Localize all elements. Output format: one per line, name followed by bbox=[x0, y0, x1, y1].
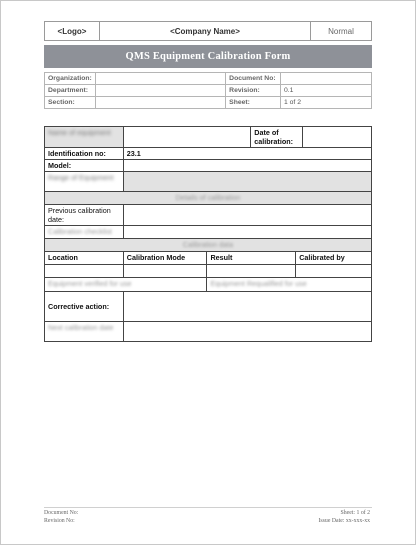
status-label: Normal bbox=[328, 26, 354, 36]
organization-label: Organization: bbox=[45, 73, 96, 85]
logo-placeholder: <Logo> bbox=[45, 22, 100, 40]
footer-sheet: Sheet: 1 of 2 bbox=[340, 510, 370, 516]
equipment-name-field[interactable] bbox=[123, 127, 250, 148]
equipment-verified-option[interactable]: Equipment verified for use bbox=[45, 278, 207, 292]
footer-document-no: Document No: bbox=[44, 510, 79, 516]
result-cell[interactable] bbox=[207, 265, 296, 278]
calibration-checklist-label: Calibration checklist bbox=[45, 226, 124, 239]
calibration-data-header: Calibration data bbox=[45, 239, 372, 252]
document-no-value[interactable] bbox=[280, 73, 371, 85]
next-calibration-field[interactable] bbox=[123, 322, 371, 342]
model-label: Model: bbox=[45, 160, 124, 172]
previous-calibration-field[interactable] bbox=[123, 205, 371, 226]
equipment-requalified-option[interactable]: Equipment Requalified for use bbox=[207, 278, 372, 292]
col-result: Result bbox=[207, 252, 296, 265]
corrective-action-label: Corrective action: bbox=[45, 292, 124, 322]
sheet-label: Sheet: bbox=[226, 97, 281, 109]
col-location: Location bbox=[45, 252, 124, 265]
footer-revision-no: Revision No: bbox=[44, 518, 75, 524]
document-header bbox=[44, 21, 372, 41]
calibration-checklist-field[interactable] bbox=[123, 226, 371, 239]
identification-value: 23.1 bbox=[123, 148, 371, 160]
form-title: QMS Equipment Calibration Form bbox=[44, 45, 372, 68]
section-value[interactable] bbox=[95, 97, 225, 109]
corrective-action-field[interactable] bbox=[123, 292, 371, 322]
footer-divider bbox=[44, 507, 372, 508]
date-of-calibration-label: Date of calibration: bbox=[251, 127, 303, 148]
calibrated-by-cell[interactable] bbox=[296, 265, 372, 278]
date-of-calibration-field[interactable] bbox=[303, 127, 372, 148]
col-calibrated-by: Calibrated by bbox=[296, 252, 372, 265]
revision-value: 0.1 bbox=[280, 85, 371, 97]
revision-label: Revision: bbox=[226, 85, 281, 97]
mode-cell[interactable] bbox=[123, 265, 207, 278]
sheet-value: 1 of 2 bbox=[280, 97, 371, 109]
model-field[interactable] bbox=[123, 160, 371, 172]
equipment-name-label: Name of equipment bbox=[45, 127, 124, 148]
organization-value[interactable] bbox=[95, 73, 225, 85]
company-name: <Company Name> bbox=[100, 22, 311, 40]
section-label: Section: bbox=[45, 97, 96, 109]
details-of-calibration-header: Details of calibration bbox=[45, 192, 372, 205]
department-label: Department: bbox=[45, 85, 96, 97]
location-cell[interactable] bbox=[45, 265, 124, 278]
calibration-form-table bbox=[44, 126, 372, 342]
col-calibration-mode: Calibration Mode bbox=[123, 252, 207, 265]
next-calibration-label: Next calibration date bbox=[45, 322, 124, 342]
identification-label: Identification no: bbox=[45, 148, 124, 160]
range-field[interactable] bbox=[123, 172, 371, 192]
range-label: Range of Equipment bbox=[45, 172, 124, 192]
footer-issue-date: Issue Date: xx-xxx-xx bbox=[318, 518, 370, 524]
previous-calibration-label: Previous calibration date: bbox=[45, 205, 124, 226]
meta-table bbox=[44, 72, 372, 109]
department-value[interactable] bbox=[95, 85, 225, 97]
document-no-label: Document No: bbox=[226, 73, 281, 85]
